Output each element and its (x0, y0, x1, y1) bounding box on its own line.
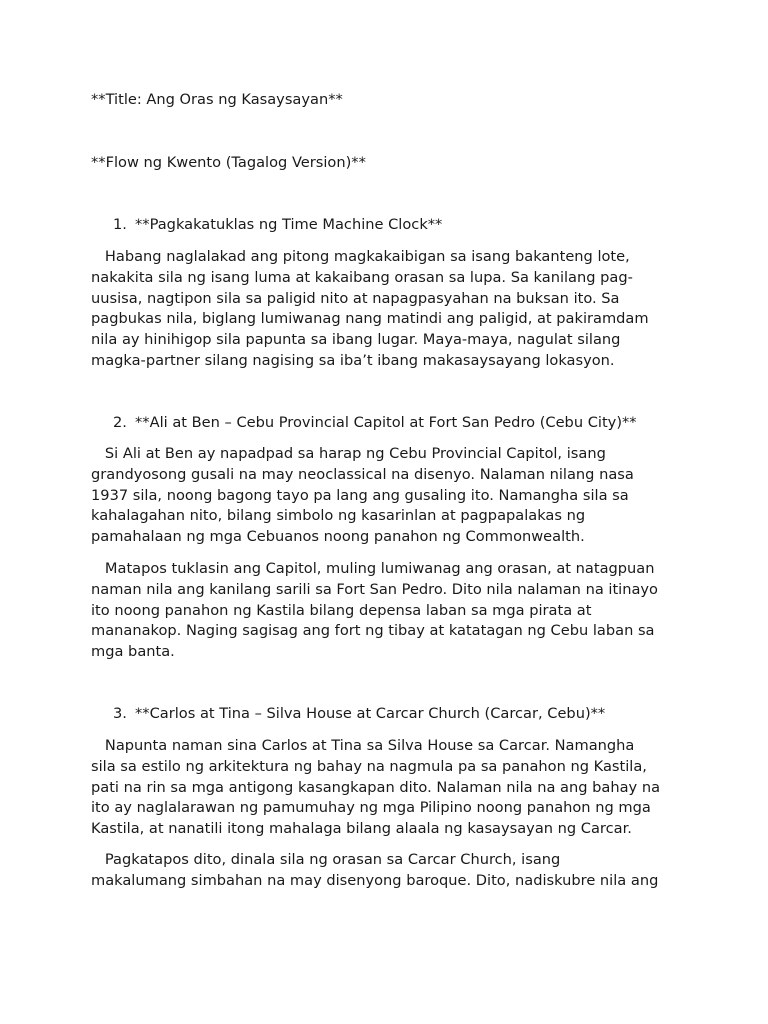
section-heading-3 (113, 705, 605, 722)
section-heading-1 (113, 216, 442, 233)
paragraph (91, 850, 691, 892)
paragraph-line: uusisa, nagtipon sila sa paligid nito at napagpasyahan na buksan ito. Sa (91, 289, 620, 307)
paragraph (91, 559, 691, 663)
section-heading-2 (113, 414, 637, 431)
paragraph-line: Matapos tuklasin ang Capitol, muling lumiwanag ang orasan, at natagpuan (91, 560, 655, 577)
paragraph-line: pati na rin sa mga antigong kasangkapan dito. Nalaman nila na ang bahay na (91, 778, 661, 796)
paragraph-line: mananakop. Naging sagisag ang fort ng tibay at katatagan ng Cebu laban sa (91, 622, 655, 640)
paragraph-line: pamahalaan ng mga Cebuanos noong panahon ng Commonwealth. (91, 528, 585, 546)
section-number: 1. (113, 216, 127, 233)
paragraph-line: mga banta. (91, 643, 175, 661)
paragraph-line: Napunta naman sina Carlos at Tina sa Silva House sa Carcar. Namangha (91, 737, 635, 754)
section-heading-text: **Pagkakatuklas ng Time Machine Clock** (135, 216, 443, 233)
paragraph-line: kahalagahan nito, bilang simbolo ng kasarinlan at pagpapalakas ng (91, 507, 586, 525)
section-number: 2. (113, 414, 127, 431)
paragraph (91, 444, 691, 548)
document-title: **Title: Ang Oras ng Kasaysayan** (91, 91, 343, 108)
paragraph-line: grandyosong gusali na may neoclassical na disenyo. Nalaman nilang nasa (91, 465, 634, 483)
paragraph-line: ito ay naglalarawan ng pamumuhay ng mga Pilipino noong panahon ng mga (91, 799, 651, 817)
section-heading-text: **Ali at Ben – Cebu Provincial Capitol at Fort San Pedro (Cebu City)** (135, 414, 637, 431)
section-heading-text: **Carlos at Tina – Silva House at Carcar Church (Carcar, Cebu)** (135, 705, 606, 722)
paragraph-line: Pagkatapos dito, dinala sila ng orasan sa Carcar Church, isang (91, 851, 561, 868)
paragraph-line: nila ay hinihigop sila papunta sa ibang lugar. Maya-maya, nagulat silang (91, 331, 621, 349)
paragraph-line: ito noong panahon ng Kastila bilang depensa laban sa mga pirata at (91, 601, 592, 619)
paragraph-line: sila sa estilo ng arkitektura ng bahay na nagmula pa sa panahon ng Kastila, (91, 757, 647, 775)
paragraph-line: makalumang simbahan na may disenyong baroque. Dito, nadiskubre nila ang (91, 871, 659, 889)
paragraph-line: Si Ali at Ben ay napadpad sa harap ng Cebu Provincial Capitol, isang (91, 445, 606, 462)
paragraph-line: Habang naglalakad ang pitong magkakaibigan sa isang bakanteng lote, (91, 248, 630, 265)
paragraph-line: Kastila, at nanatili itong mahalaga bilang alaala ng kasaysayan ng Carcar. (91, 820, 632, 838)
paragraph (91, 247, 691, 372)
paragraph (91, 736, 691, 840)
paragraph-line: pagbukas nila, biglang lumiwanag nang matindi ang paligid, at pakiramdam (91, 310, 649, 328)
paragraph-line: 1937 sila, noong bagong tayo pa lang ang gusaling ito. Namangha sila sa (91, 486, 629, 504)
paragraph-line: magka-partner silang nagising sa iba’t ibang makasaysayang lokasyon. (91, 351, 615, 369)
paragraph-line: naman nila ang kanilang sarili sa Fort San Pedro. Dito nila nalaman na itinayo (91, 580, 658, 598)
section-number: 3. (113, 705, 127, 722)
document-subtitle: **Flow ng Kwento (Tagalog Version)** (91, 154, 366, 171)
paragraph-line: nakakita sila ng isang luma at kakaibang orasan sa lupa. Sa kanilang pag- (91, 268, 633, 286)
